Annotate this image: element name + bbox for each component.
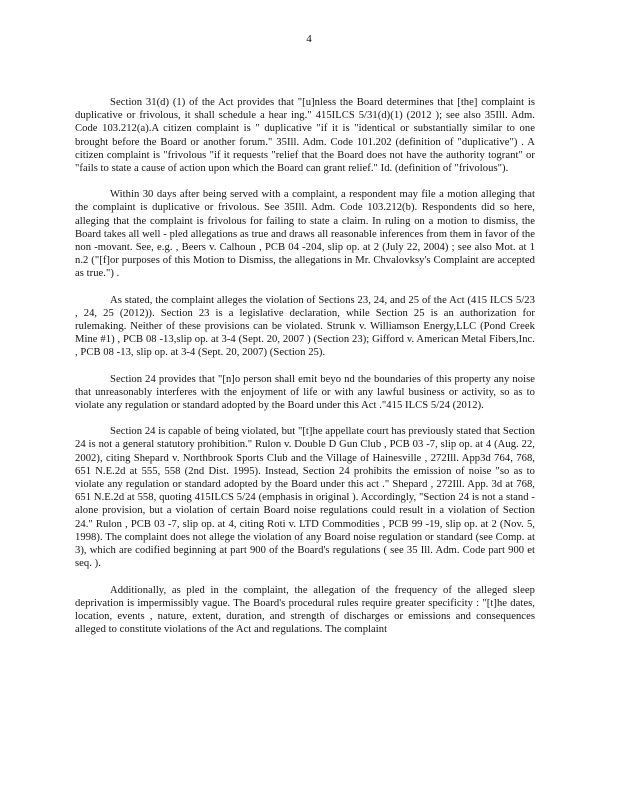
paragraph-vagueness: Additionally, as pled in the complaint, the allegation of the frequency of the alleged sleep deprivation is impermissibly vague. The Board's procedural rules require greater specificity : "[t]he dates, location, events , nature, extent, duration, and strength of discharges or emissions and consequences alleged to constitute violations of the Act and regulations. The complaint <box>75 584 535 636</box>
page-number: 4 <box>306 33 312 45</box>
paragraph-section-24-analysis: Section 24 is capable of being violated, but "[t]he appellate court has previously stated that Section 24 is not a general statutory prohibition." Rulon v. Double D Gun Club , PCB 03 -7, slip op. at 4 (Aug. 22, 2002), citing Shepard v. Northbrook Sports Club and the Village of Hainesville , 272Ill. App3d 764, 768, 651 N.E.2d at 555, 558 (2nd Dist. 1995). Instead, Section 24 prohibits the emission of noise "so as to violate any regulation or standard adopted by the Board under this act ." Shepard , 272Ill. App. 3d at 768, 651 N.E.2d at 558, quoting 415ILCS 5/24 (emphasis in original ). Accordingly, "Section 24 is not a stand -alone provision, but a violation of certain Board noise regulations could result in a violation of Section 24." Rulon , PCB 03 -7, slip op. at 4, citing Roti v. LTD Commodities , PCB 99 -19, slip op. at 2 (Nov. 5, 1998). The complaint does not allege the violation of any Board noise regulation or standard (see Comp. at 3), which are codified beginning at part 900 of the Board's regulations ( see 35 Ill. Adm. Code part 900 et seq. ). <box>75 426 535 570</box>
paragraph-motion-to-dismiss: Within 30 days after being served with a complaint, a respondent may file a motion alleging that the complaint is duplicative or frivolous. See 35Ill. Adm. Code 103.212(b). Respondents did so here, alleging that the complaint is frivolous for failing to state a claim. In ruling on a motion to dismiss, the Board takes all well - pled allegations as true and draws all reasonable inferences from them in favor of the non -movant. See, e.g. , Beers v. Calhoun , PCB 04 -204, slip op. at 2 (July 22, 2004) ; see also Mot. at 1 n.2 ("[f]or purposes of this Motion to Dismiss, the allegations in Mr. Chvalovksy's Complaint are accepted as true.") . <box>75 189 535 280</box>
body-text <box>75 96 535 649</box>
paragraph-sections-23-25: As stated, the complaint alleges the violation of Sections 23, 24, and 25 of the Act (415 ILCS 5/23 , 24, 25 (2012)). Section 23 is a legislative declaration, while Section 25 is an authorization for rulemaking. Neither of these provisions can be violated. Strunk v. Williamson Energy,LLC (Pond Creek Mine #1) , PCB 08 -13,slip op. at 3-4 (Sept. 20, 2007 ) (Section 23); Gifford v. American Metal Fibers,Inc. , PCB 08 -13, slip op. at 3-4 (Sept. 20, 2007) (Section 25). <box>75 294 535 359</box>
paragraph-section-31d: Section 31(d) (1) of the Act provides that "[u]nless the Board determines that [the] complaint is duplicative or frivolous, it shall schedule a hear ing." 415ILCS 5/31(d)(1) (2012 ); see also 35Ill. Adm. Code 103.212(a).A citizen complaint is " duplicative "if it is "identical or substantially similar to one brought before the Board or another forum." 35Ill. Adm. Code 101.202 (definition of "duplicative") . A citizen complaint is "frivolous "if it requests "relief that the Board does not have the authority togrant" or "fails to state a cause of action upon which the Board can grant relief." Id. (definition of "frivolous"). <box>75 97 535 175</box>
paragraph-section-24-text: Section 24 provides that "[n]o person shall emit beyo nd the boundaries of this property any noise that unreasonably interferes with the enjoyment of life or with any lawful business or activity, so as to violate any regulation or standard adopted by the Board under this Act ."415 ILCS 5/24 (2012). <box>75 373 535 412</box>
